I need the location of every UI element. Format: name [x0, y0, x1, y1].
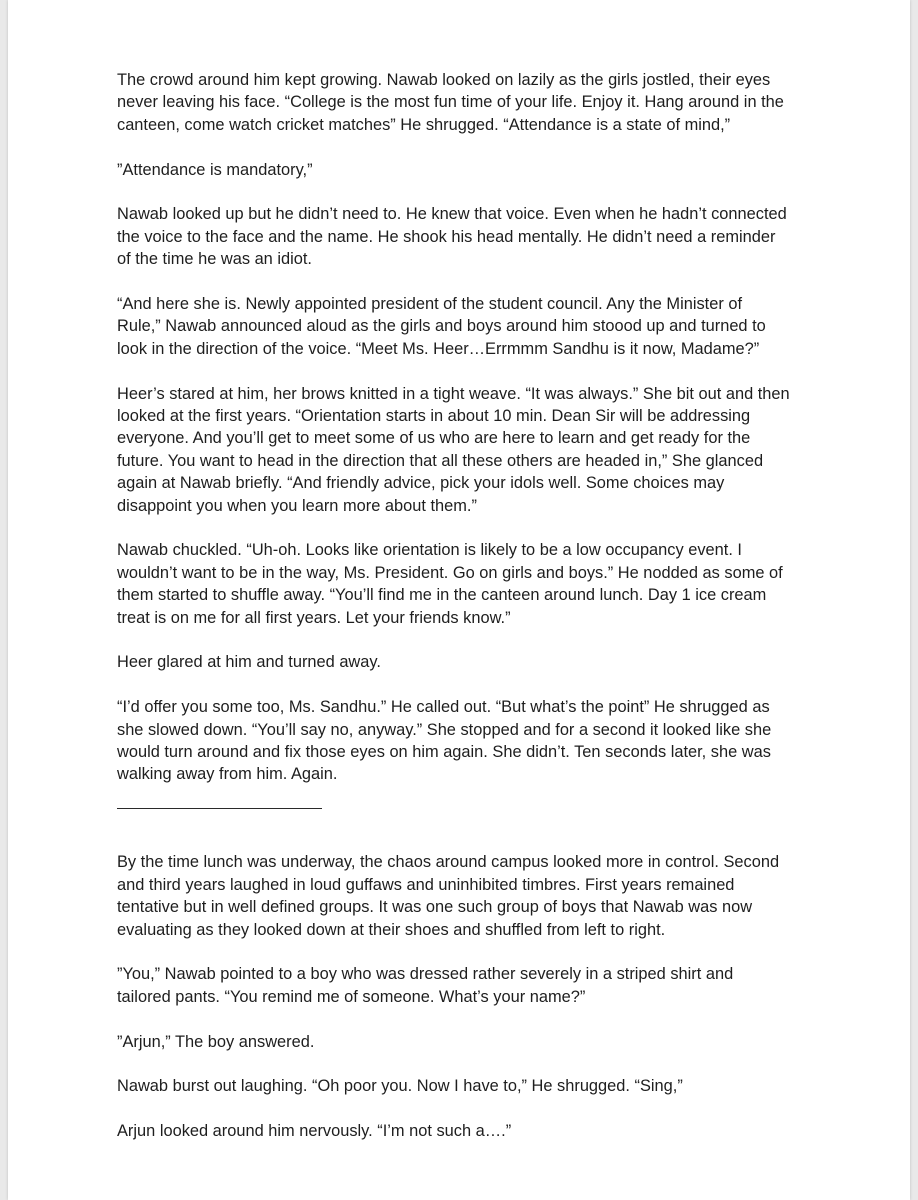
paragraph: Nawab burst out laughing. “Oh poor you. Now I have to,” He shrugged. “Sing,”: [117, 1077, 683, 1096]
paragraph: Nawab chuckled. “Uh-oh. Looks like orientation is likely to be a low occupancy event. I wouldn’t want to be in the way, Ms. President. Go on girls and boys.” He nodded as some of them started to shuffle away. “You’ll find me in the canteen around lunch. Day 1 ice cream treat is on me for all first years. Let your friends know.”: [117, 541, 783, 627]
paragraph: By the time lunch was underway, the chaos around campus looked more in control. Second and third years laughed in loud guffaws and uninhibited timbres. First years remained tentative but in well defined groups. It was one such group of boys that Nawab was now evaluating as they looked down at their shoes and shuffled from left to right.: [117, 853, 780, 939]
paragraph: ”Attendance is mandatory,”: [117, 160, 313, 179]
paragraph: Arjun looked around him nervously. “I’m not such a….”: [117, 1122, 512, 1141]
document-page: [8, 0, 910, 1200]
paragraph: Heer glared at him and turned away.: [117, 653, 381, 672]
paragraph: “And here she is. Newly appointed president of the student council. Any the Minister of Rule,” Nawab announced aloud as the girls and boys around him stoood up and turned to look in the direction of the voice. “Meet Ms. Heer…Errmmm Sandhu is it now, Madame?”: [117, 295, 766, 358]
paragraph: Heer’s stared at him, her brows knitted in a tight weave. “It was always.” She bit out and then looked at the first years. “Orientation starts in about 10 min. Dean Sir will be addressing everyone. And you’ll get to meet some of us who are here to learn and get ready for the future. You want to head in the direction that all these others are headed in,” She glanced again at Nawab briefly. “And friendly advice, pick your idols well. Some choices may disappoint you when you learn more about them.”: [117, 384, 790, 515]
paragraph: ”Arjun,” The boy answered.: [117, 1032, 315, 1051]
document-body: [117, 69, 817, 1165]
paragraph: “I’d offer you some too, Ms. Sandhu.” He called out. “But what’s the point” He shrugged as she slowed down. “You’ll say no, anyway.” She stopped and for a second it looked like she would turn around and fix those eyes on him again. She didn’t. Ten seconds later, she was walking away from him. Again.: [117, 698, 772, 784]
section-divider: [117, 808, 322, 809]
paragraph: The crowd around him kept growing. Nawab looked on lazily as the girls jostled, their eyes never leaving his face. “College is the most fun time of your life. Enjoy it. Hang around in the canteen, come watch cricket matches” He shrugged. “Attendance is a state of mind,”: [117, 71, 784, 134]
paragraph: Nawab looked up but he didn’t need to. He knew that voice. Even when he hadn’t connected the voice to the face and the name. He shook his head mentally. He didn’t need a reminder of the time he was an idiot.: [117, 205, 787, 269]
paragraph: ”You,” Nawab pointed to a boy who was dressed rather severely in a striped shirt and tailored pants. “You remind me of someone. What’s your name?”: [117, 965, 734, 1006]
